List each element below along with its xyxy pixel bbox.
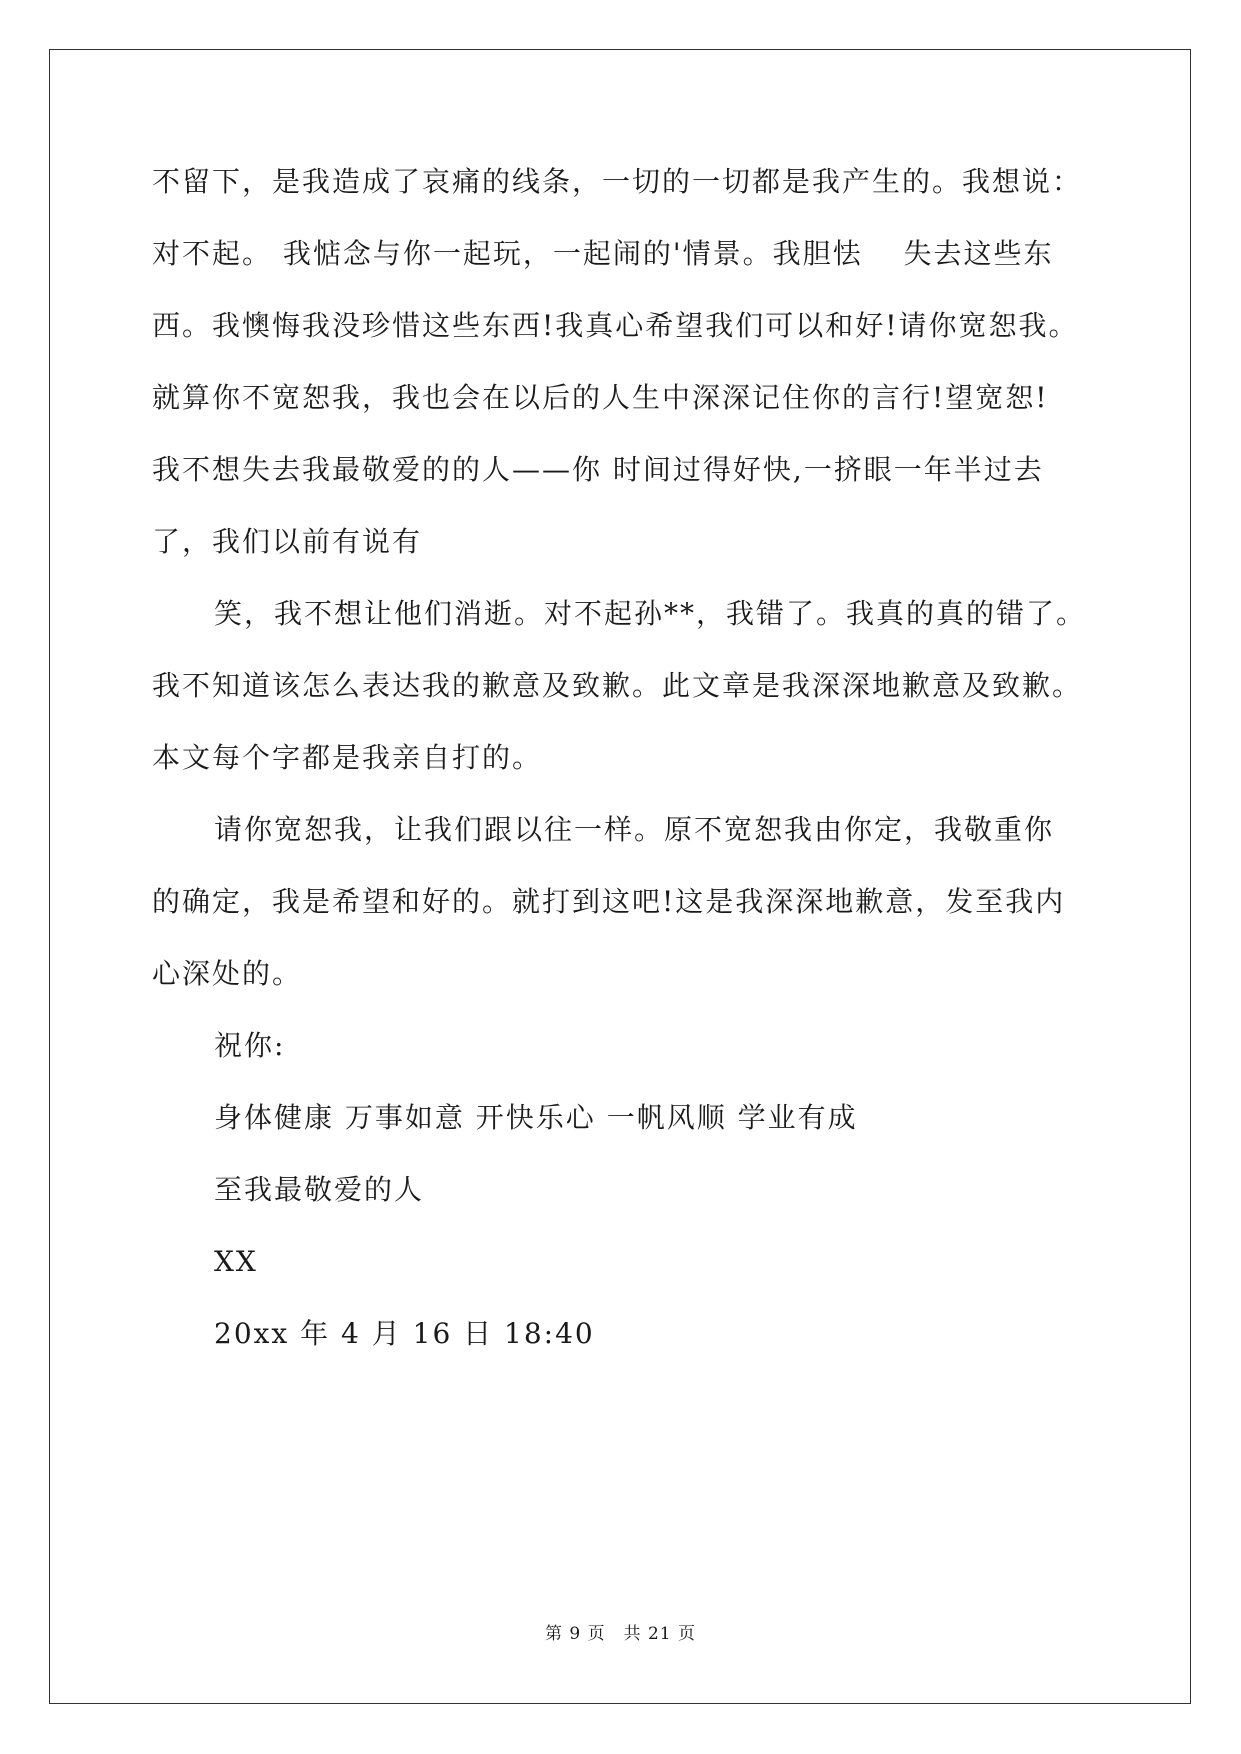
paragraph-3-line-1: 请你宽恕我，让我们跟以往一样。原不宽恕我由你定，我敬重你	[214, 813, 1055, 846]
paragraph-1-line-1: 不留下，是我造成了哀痛的线条，一切的一切都是我产生的。我想说：	[152, 165, 1083, 198]
page-number-footer: 第 9 页 共 21 页	[544, 1624, 697, 1644]
paragraph-3-line-2: 的确定，我是希望和好的。就打到这吧!这是我深深地歉意，发至我内	[152, 885, 1066, 918]
closing-date: 20xx 年 4 月 16 日 18:40	[214, 1317, 595, 1350]
paragraph-2-line-3: 本文每个字都是我亲自打的。	[152, 741, 543, 774]
closing-recipient: 至我最敬爱的人	[214, 1173, 425, 1206]
paragraph-3-line-3: 心深处的。	[152, 957, 303, 990]
paragraph-2-line-2: 我不知道该怎么表达我的歉意及致歉。此文章是我深深地歉意及致歉。	[152, 669, 1083, 702]
closing-wishes: 身体健康 万事如意 开快乐心 一帆风顺 学业有成	[214, 1101, 858, 1134]
closing-greeting: 祝你:	[214, 1029, 286, 1062]
paragraph-1-line-5: 我不想失去我最敬爱的的人——你 时间过得好快,一挤眼一年半过去	[152, 453, 1044, 486]
paragraph-1-line-4: 就算你不宽恕我，我也会在以后的人生中深深记住你的言行!望宽恕!	[152, 381, 1049, 414]
paragraph-1-line-2: 对不起。 我惦念与你一起玩，一起闹的'情景。我胆怯 失去这些东	[152, 237, 1054, 270]
closing-signature: XX	[214, 1245, 258, 1278]
page-border	[49, 49, 1191, 1704]
paragraph-1-line-3: 西。我懊悔我没珍惜这些东西!我真心希望我们可以和好!请你宽恕我。	[152, 309, 1079, 342]
paragraph-2-line-1: 笑，我不想让他们消逝。对不起孙**，我错了。我真的真的错了。	[214, 597, 1087, 630]
paragraph-1-line-6: 了，我们以前有说有	[152, 525, 423, 558]
